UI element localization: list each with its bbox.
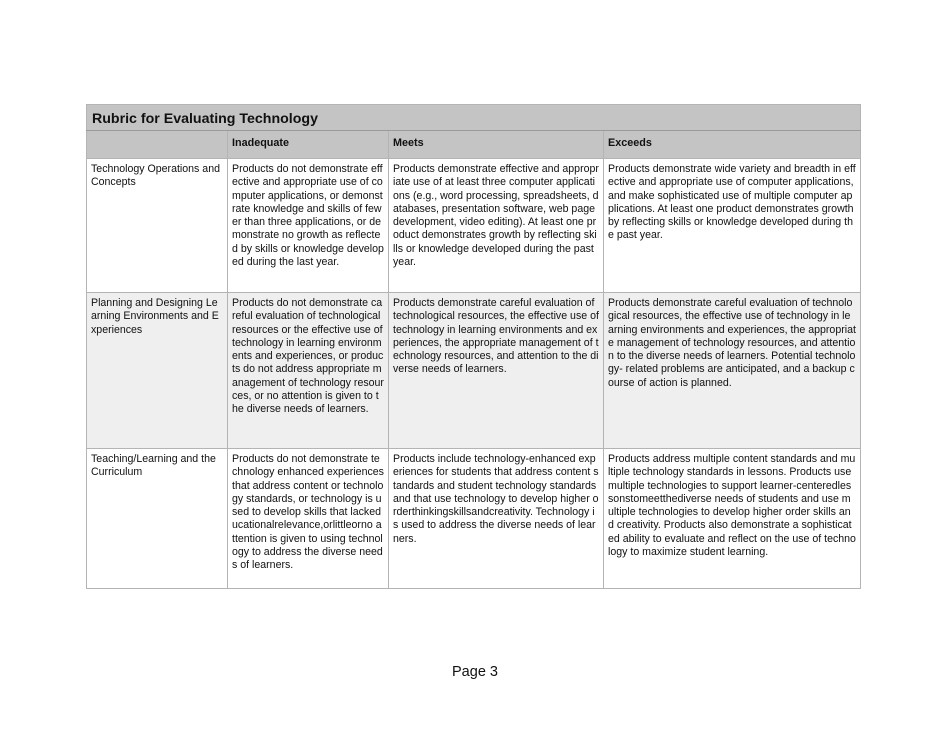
exceeds-cell <box>604 159 861 293</box>
table-row <box>87 159 861 293</box>
meets-cell <box>389 159 604 293</box>
column-header-inadequate: Inadequate <box>228 131 389 159</box>
criterion-cell <box>87 159 228 293</box>
column-header-meets: Meets <box>389 131 604 159</box>
page-number: Page 3 <box>452 664 498 680</box>
criterion-text: Planning and Designing Learning Environments and Experiences <box>91 297 219 336</box>
criterion-cell <box>87 293 228 449</box>
meets-text: Products include technology-enhanced experiences for students that address content standards and student technology standards and that use technology to develop higher orderthinkingskillsandcreativity. Technology is used to address the diverse needs of learners. <box>393 453 599 545</box>
exceeds-text: Products demonstrate wide variety and breadth in effective and appropriate use of computer applications, and make sophisticated use of multiple computer applications. At least one product demonstrates growth by reflecting skills or knowledge developed during the past year. <box>608 163 856 242</box>
exceeds-cell <box>604 449 861 589</box>
exceeds-text: Products address multiple content standards and multiple technology standards in lessons. Products use multiple technologies to support learner-centeredlessonstomeetthediverse needs of students and use multiple technologies to develop higher order skills and creativity. Products also demonstrate a sophisticated ability to evaluate and reflect on the use of technology to maximize student learning. <box>608 453 856 559</box>
inadequate-text: Products do not demonstrate technology enhanced experiences that address content or technology standards, or technology is used to develop skills that lackeducationalrelevance,orlittleorno attention is given to using technology to address the diverse needs of learners. <box>232 453 384 572</box>
exceeds-cell <box>604 293 861 449</box>
inadequate-cell <box>228 293 389 449</box>
rubric-title: Rubric for Evaluating Technology <box>87 105 861 131</box>
column-header-criterion <box>87 131 228 159</box>
criterion-text: Teaching/Learning and the Curriculum <box>91 453 216 479</box>
rubric-table <box>86 104 861 589</box>
exceeds-text: Products demonstrate careful evaluation of technological resources, the effective use of technology in learning environments and experiences, the appropriate management of technology resources, and attention to the diverse needs of learners. Potential technology- related problems are anticipated, and a backup course of action is planned. <box>608 297 856 389</box>
criterion-text: Technology Operations and Concepts <box>91 163 220 189</box>
criterion-cell <box>87 449 228 589</box>
meets-text: Products demonstrate careful evaluation of technological resources, the effective use of technology in learning environments and experiences, the appropriate management of technology resources, and attention to the diverse needs of learners. <box>393 297 599 376</box>
meets-cell <box>389 449 604 589</box>
inadequate-text: Products do not demonstrate careful evaluation of technological resources or the effective use of technology in learning environments and experiences, or products do not address appropriate management of technology resources, or no attention is given to the diverse needs of learners. <box>232 297 384 416</box>
column-header-exceeds: Exceeds <box>604 131 861 159</box>
meets-text: Products demonstrate effective and appropriate use of at least three computer applications (e.g., word processing, spreadsheets, databases, presentation software, web page development, video editing). At least one product demonstrates growth by reflecting skills or knowledge developed during the past year. <box>393 163 599 269</box>
meets-cell <box>389 293 604 449</box>
table-row <box>87 293 861 449</box>
inadequate-cell <box>228 449 389 589</box>
inadequate-text: Products do not demonstrate effective and appropriate use of computer applications, or demonstrate knowledge and skills of fewer than three applications, or demonstrate no growth as reflected by skills or knowledge developed during the last year. <box>232 163 384 269</box>
table-row <box>87 449 861 589</box>
inadequate-cell <box>228 159 389 293</box>
rubric-title-row <box>87 105 861 131</box>
column-header-row <box>87 131 861 159</box>
